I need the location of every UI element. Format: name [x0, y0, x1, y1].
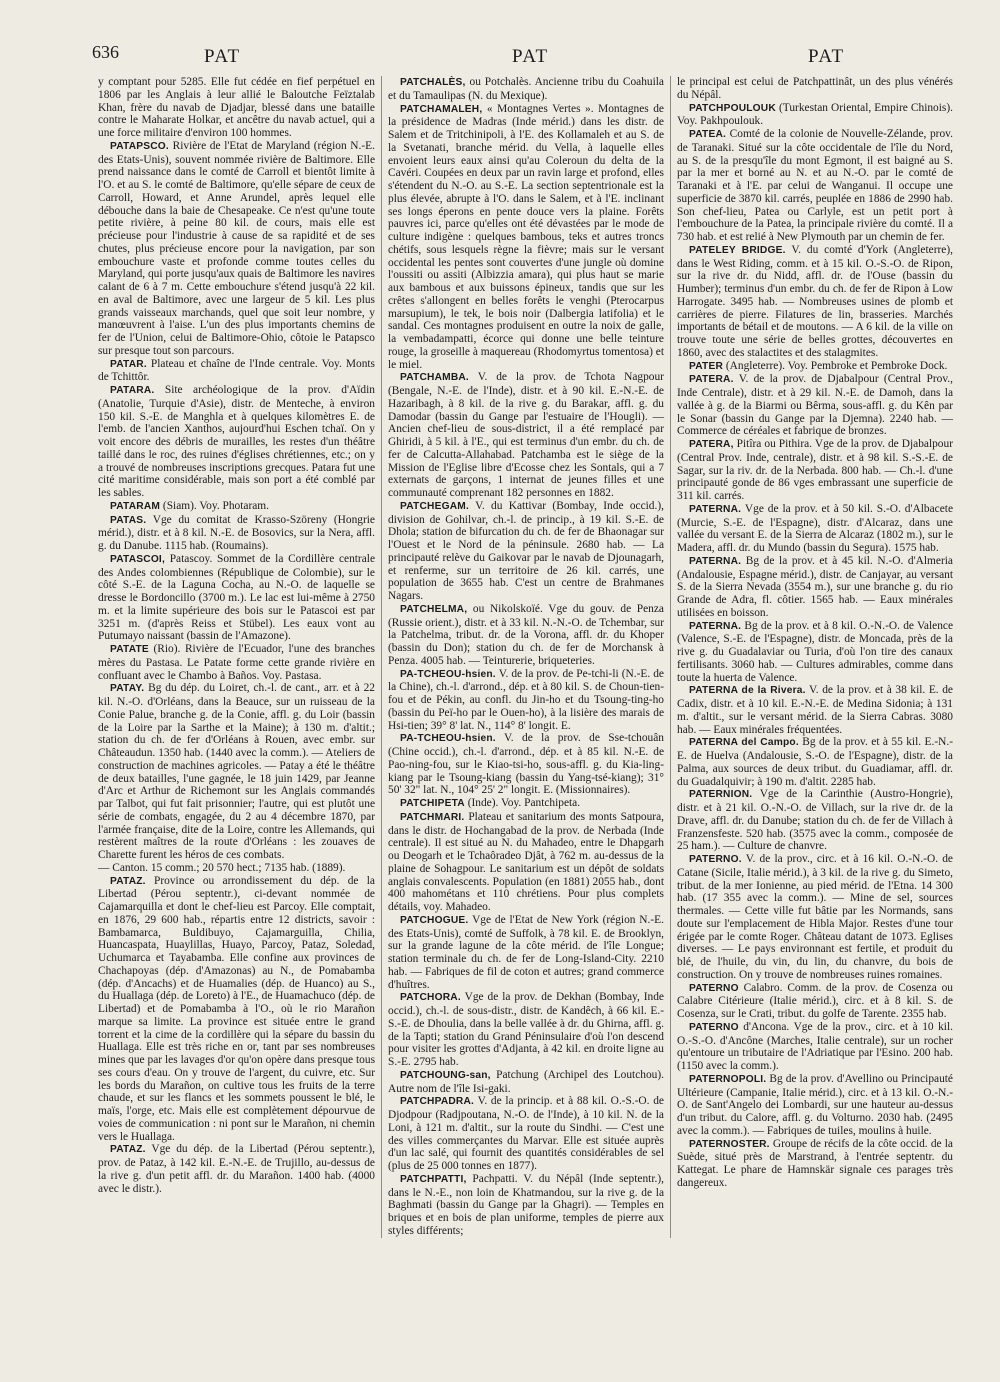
entry-headword: PATCHOUNG-san,: [400, 1069, 491, 1081]
entry-text: Pitîra ou Pithira. Vge de la prov. de Djabalpour (Central Prov. Inde, centrale), distr. et à 98 kil. S.-S.-E. de Sagar, sur la riv. dr. de la Nerbada. 800 hab. — Ch.-l. d'une principauté gonde de 86 vges embrassant une superficie de 311 kil. carrés.: [677, 438, 953, 502]
entry-headword: PATCHPADRA.: [400, 1096, 475, 1108]
entry-text: — Canton. 15 comm.; 20 570 hect.; 7135 hab. (1889).: [98, 861, 346, 874]
entry-text: Pachpatti. V. du Népâl (Inde septentr.), dans le N.-E., non loin de Khatmandou, sur la rive g. de la Baghmati (bassin du Gange par la Ghagri). — Temples en briques et en bois de plan uniforme, temples de pierre aux styles différents;: [388, 1172, 664, 1237]
dictionary-entry: [388, 500, 664, 603]
dictionary-entry: [677, 1021, 953, 1073]
page-header: [92, 42, 960, 76]
entry-text: Bg du dép. du Loiret, ch.-l. de cant., arr. et à 22 kil. N.-O. d'Orléans, dans la Beauce, sur un ruisseau de la Conie Palue, branche g. de la Conie, affl. g. du Loir (bassin de la Loire par la Sarthe et la Maine); à 130 m. d'altit.; station du ch. de fer d'Orléans à Rouen, avec embr. sur Châteaudun. 1350 hab. (1440 avec la comm.). — Ateliers de construction de machines agricoles. — Patay a été le théâtre de deux batailles, l'une gagnée, le 18 juin 1429, par Jeanne d'Arc et Arthur de Richemont sur les Anglais commandés par Talbot, qui fut fait prisonnier; l'autre, qui est plutôt une série de combats, engagée, du 2 au 4 décembre 1870, par l'armée française, dite de la Loire, contre les Allemands, qui restèrent maîtres de la route d'Orléans : les zouaves de Charette furent les héros de ces combats.: [98, 682, 375, 861]
dictionary-entry: [677, 982, 953, 1021]
dictionary-entry: [98, 384, 375, 500]
entry-text: V. de la prov. et à 38 kil. E. de Cadix, distr. et à 10 kil. E.-N.-E. de Medina Sidonia; à 131 m. d'altit., sur le versant mérid. de la Sierra Cabras. 3080 hab. — Eaux minérales fréquentées.: [677, 684, 953, 736]
dictionary-entry: [677, 76, 953, 102]
entry-text: Vge de la prov. de Dekhan (Bombay, Inde occid.), ch.-l. de sous-distr., distr. de Kandêch, à 66 kil. E.-S.-E. de Dhoulia, dans la belle vallée à dr. du Ghirna, affl. g. de la Tapti; station du Grand Péninsulaire d'où l'on descend pour visiter les grottes d'Adjanta, à 42 kil. en droite ligne au S.-E. 2795 hab.: [388, 991, 664, 1068]
entry-headword: PA-TCHEOU-hsien.: [400, 668, 496, 680]
dictionary-entry: [677, 1138, 953, 1190]
entry-text: Comté de la colonie de Nouvelle-Zélande, prov. de Taranaki. Situé sur la côte occidentale de l'île du Nord, au S. de la presqu'île du mont Egmont, il est baigné au S. par la mer et borné au N. et au N.-O. par le comté de Taranaki et à l'E. par celui de Wanganui. Il occupe une superficie de 3870 kil. carrés, peuplée en 1886 de 2990 hab. Son chef-lieu, Patea ou Carlyle, est un petit port à l'embouchure de la Patea, la principale rivière du comté. Il a 730 hab. et est relié à New Plymouth par un chemin de fer.: [677, 128, 953, 243]
running-head-right: PAT: [808, 46, 845, 67]
entry-text: Patascoy. Sommet de la Cordillère centrale des Andes colombiennes (République de Colombie), sur le côté S.-E. de la Laguna Cocha, au N.-O. de laquelle se dresse le Bordoncillo (3700 m.). Le lac est lui-même à 2750 m. et la limite supérieure des bois sur le Patascoi est par 3251 m. (d'après Reiss et Stübel). Les eaux vont au Putumayo naissant (bassin de l'Amazone).: [98, 552, 376, 643]
dictionary-entry: [677, 128, 953, 244]
entry-headword: PATCHALÈS,: [400, 77, 466, 88]
dictionary-entry: [388, 76, 664, 103]
entry-headword: PATCHAMALEH,: [400, 103, 483, 115]
entry-text: (Inde). Voy. Pantchipeta.: [467, 797, 581, 809]
entry-text: Province ou arrondissement du dép. de la Libertad (Pérou septentr.), ci-devant nommée de Cajamarquilla et dont le chef-lieu est Parcoy. Elle comptait, en 1876, 29 600 hab., répartis entre 12 districts, savoir : Bambamarca, Buldibuyo, Cajamarguilla, Chilia, Huancaspata, Huaylillas, Huayo, Parcoy, Pataz, Soledad, Uchumarca et Tayabamba. Elle confine aux provinces de Chachapoyas (dép. d'Amazonas) au N., de Pomabamba (dép. d'Ancachs) et de Huamalies (dép. de Huanco) au S., du Huallaga (dép. de Loreto) à l'E., de Huamachuco (dép. de Libertad) et de Pomabamba à l'O., où le rio Marañon marque sa limite. La province est située entre le grand torrent et la cime de la cordillère qui la sépare du bassin du Huallaga. Elle est très riche en or, tant par ses nombreuses mines que par les lavages d'or qu'on opère dans presque tous ses cours d'eau. On y trouve de l'argent, du cuivre, etc. Sur les bords du Marañon, on cultive tous les fruits de la terre chaude, et sur les flancs et les sommets poussent le blé, le maïs, l'orge, etc. Mais elle est complètement dépourvue de voies de communication : ni pont sur le Marañon, ni chemin vers le Huallaga.: [98, 874, 375, 1143]
entry-headword: PATAZ.: [110, 1144, 146, 1156]
entry-headword: PATCHEGAM.: [400, 500, 469, 512]
entry-headword: PATERNA del Campo.: [689, 737, 799, 749]
entry-text: ou Potchalès. Ancienne tribu du Coahuila et du Tamaulipas (N. du Mexique).: [388, 76, 664, 102]
entry-text: ou Nikolskoïé. Vge du gouv. de Penza (Russie orient.), distr. et à 33 kil. N.-N.-O. de Tchembar, sur la Patchelma, tribut. dr. de la Vorona, affl. dr. du Khoper (bassin du Don); station du ch. de fer de Morchansk à Penza. 4005 hab. — Teinturerie, briqueteries.: [388, 602, 664, 667]
entry-headword: PATELEY BRIDGE.: [689, 244, 786, 256]
running-head-center: PAT: [512, 46, 549, 67]
entry-text: Vge de l'Etat de New York (région N.-E. des Etats-Unis), comté de Suffolk, à 78 kil. E. de Brooklyn, sur la grande lagune de la côte mérid. de l'île Longue; station terminale du ch. de fer de Long-Island-City. 2210 hab. — Fabriques de fil de coton et autres; grand commerce d'huîtres.: [388, 913, 664, 991]
dictionary-entry: [677, 853, 953, 982]
dictionary-entry: [98, 500, 375, 514]
dictionary-entry: [388, 1173, 664, 1238]
dictionary-entry: [98, 643, 375, 682]
entry-headword: PATERNOSTER.: [689, 1138, 770, 1150]
dictionary-entry: [677, 503, 953, 555]
dictionary-entry: [677, 555, 953, 620]
dictionary-entry: [98, 682, 375, 862]
entry-text: (Siam). Voy. Photaram.: [162, 499, 270, 512]
entry-headword: PATERNOPOLI.: [689, 1073, 767, 1085]
entry-text: (Turkestan Oriental, Empire Chinois). Voy. Pakhpoulouk.: [677, 101, 953, 128]
dictionary-entry: [98, 140, 375, 358]
dictionary-entry: [677, 360, 953, 374]
dictionary-entry: [388, 603, 664, 668]
entry-headword: PATERNA.: [689, 620, 742, 632]
entry-headword: PATCHIPETA: [400, 798, 465, 809]
dictionary-entry: [98, 553, 375, 643]
entry-text: V. de la prov., circ. et à 16 kil. O.-N.-O. de Catane (Sicile, Italie mérid.), à 3 kil. de la rive g. du Simeto, tribut. de la mer Ionienne, au pied mérid. de l'Etna. 14 300 hab. (17 355 avec la comm.). — Mine de sel, sources thermales. — Cette ville fut bâtie par les Normands, sans doute sur l'emplacement de Hibla Major. Restes d'une tour érigée par le comte Roger. Château datant de 1073. Eglises diverses. — Le pays environnant est fertile, et produit du blé, de l'huile, du vin, du lin, du chanvre, du bois de construction. On y trouve de nombreuses ruines romaines.: [677, 853, 953, 981]
entry-text: le principal est celui de Patchpattinât, un des plus vénérés du Népâl.: [677, 76, 953, 101]
entry-text: Vge de la prov. et à 50 kil. S.-O. d'Albacete (Murcie, S.-E. de l'Espagne), distr. d'Alcaraz, dans une vallée du versant E. de la Sierra de Alcaraz (1802 m.), sur le Madera, affl. dr. du Mundo (bassin du Segura). 1575 hab.: [677, 502, 953, 554]
entry-headword: PATCHMARI.: [400, 811, 465, 823]
dictionary-entry: [388, 991, 664, 1069]
entry-headword: PATCHELMA,: [400, 603, 468, 615]
dictionary-entry: [98, 76, 375, 140]
entry-text: V. de la prov. de Sse-tchouân (Chine occid.), ch.-l. d'arrond., dép. et à 85 kil. N.-E. de Pao-ning-fou, sur le Kiao-tsi-ho, sous-affl. g. du Kia-ling-kiang par le Tsoung-kiang (bassin du Yang-tsé-kiang); 31° 50' 32" lat. N., 104° 25' 2" longit. E. (Missionnaires).: [388, 732, 664, 797]
column-1: [92, 76, 381, 1238]
entry-headword: PATERNION.: [689, 789, 753, 801]
dictionary-entry: [677, 620, 953, 685]
entry-headword: PATERNO.: [689, 854, 742, 865]
entry-text: (Angleterre). Voy. Pembroke et Pembroke Dock.: [725, 359, 948, 372]
dictionary-entry: [677, 438, 953, 503]
entry-headword: PATEA.: [689, 129, 727, 140]
entry-text: y comptant pour 5285. Elle fut cédée en fief perpétuel en 1806 par les Anglais à leur allié le Baloutche Feïztalab Khan, frère du navab de Djadjar, blessé dans une bataille contre le Maharate Holkar, et ancêtre du navab actuel, qui a une force militaire d'environ 100 hommes.: [98, 76, 375, 139]
entry-text: Site archéologique de la prov. d'Aïdin (Anatolie, Turquie d'Asie), distr. de Menteche, à environ 150 kil. S.-E. de Manghla et à quelques kilomètres E. de l'emb. de l'ancien Xanthos, aujourd'hui Eschen tchaï. On y voit encore des débris de murailles, les restes d'un théâtre taillé dans le roc, des ruines d'églises chrétiennes, etc.; on y a trouvé de nombreuses inscriptions grecques. Patara fut une cité maritime considérable, mais son port a été comblé par les sables.: [98, 384, 375, 499]
entry-headword: PATERNO: [689, 1021, 739, 1033]
entry-headword: PATCHAMBA.: [400, 372, 469, 384]
entry-text: d'Ancona. Vge de la prov., circ. et à 10 kil. O.-S.-O. d'Ancône (Marches, Italie centrale), sur un rocher qu'entoure un tributaire de l'Adriatique par l'Esino. 200 hab. (1150 avec la comm.).: [677, 1020, 953, 1072]
dictionary-entry: [388, 668, 664, 733]
entry-headword: PATAR.: [110, 358, 147, 370]
dictionary-entry: [388, 1095, 664, 1173]
entry-headword: PATERNA.: [689, 555, 742, 567]
dictionary-entry: [677, 788, 953, 853]
entry-headword: PATARAM: [110, 500, 161, 512]
dictionary-entry: [677, 373, 953, 438]
dictionary-entry: [388, 371, 664, 500]
dictionary-entry: [677, 102, 953, 129]
dictionary-entry: [388, 797, 664, 811]
entry-text: V. de la princip. et à 88 kil. O.-S.-O. de Djodpour (Radjpoutana, N.-O. de l'Inde), à 10 kil. N. de la Loni, à 121 m. d'altit., sur la route du Sindhi. — C'est une des villes commerçantes du Marvar. Elle est située auprès d'un lac salé, qui fournit des quantités considérables de sel (plus de 25 000 tonnes en 1877).: [388, 1095, 664, 1172]
dictionary-entry: [388, 914, 664, 992]
entry-headword: PATERA,: [689, 439, 734, 450]
entry-text: Groupe de récifs de la côte occid. de la Suède, situé près de Marstrand, à l'entrée septentr. du Kattegat. Le phare de Hamnskär signale ces parages très dangereux.: [677, 1137, 953, 1189]
dictionary-entry: [677, 244, 953, 360]
entry-headword: PATERA.: [689, 374, 734, 386]
entry-headword: PA-TCHEOU-hsien.: [400, 733, 496, 745]
entry-text: Plateau et sanitarium des monts Satpoura, dans le distr. de Hochangabad de la prov. de Nerbada (Inde centrale). Il est situé au N. du Mahadeo, entre le Dhapgarh ou Deogarh et le Tchaôradeo Djât, à 762 m. au-dessus de la plaine de Sohagpour. Le sanitarium est un dépôt de soldats anglais convalescents. Population (en 1881) 2055 hab., dont 400 mahométans et 110 chrétiens. Pour plus complets détails, voy. Mahadeo.: [388, 810, 665, 913]
entry-text: Vge du dép. de la Libertad (Pérou septentr.), prov. de Pataz, à 142 kil. E.-N.-E. de Trujillo, au-dessus de la rive g. d'un petit affl. dr. du Marañon. 1400 hab. (4000 avec le distr.).: [98, 1143, 375, 1195]
dictionary-entry: [388, 811, 664, 914]
dictionary-entry: [677, 1073, 953, 1138]
entry-text: Bg de la prov. d'Avellino ou Principauté Ultérieure (Campanie, Italie mérid.), circ. et à 13 kil. O.-N.-O. de Sant'Angelo dei Lombardi, sur une hauteur au-dessus d'un tribut. du Calore, affl. g. du Volturno. 2030 hab. (2495 avec la comm.). — Fabriques de tuiles, moulins à huile.: [677, 1072, 953, 1137]
entry-headword: PATERNA de la Rivera.: [689, 685, 806, 697]
entry-text: V. de la prov. de Djabalpour (Central Prov., Inde Centrale), distr. et à 29 kil. N.-E. de Damoh, dans la vallée à g. de la Biarmi ou Bêrma, sous-affl. g. du Kên par le Sonar (bassin du Gange par la Djemna). 2240 hab. — Commerce de céréales et fabrique de bronzes.: [677, 373, 953, 438]
dictionary-entry: [98, 862, 375, 875]
text-columns: [92, 76, 960, 1238]
column-2: [381, 76, 670, 1238]
dictionary-entry: [388, 1069, 664, 1096]
dictionary-entry: [98, 358, 375, 385]
entry-headword: PATERNA.: [689, 503, 742, 515]
dictionary-entry: [677, 684, 953, 736]
entry-headword: PATCHOGUE.: [400, 914, 469, 926]
entry-headword: PATAPSCO.: [110, 140, 169, 152]
entry-text: Patchung (Archipel des Loutchou). Autre nom de l'île Isi-gaki.: [388, 1068, 664, 1095]
entry-headword: PATASCOI,: [110, 553, 165, 565]
entry-text: Bg de la prov. et à 8 kil. O.-N.-O. de Valence (Valence, S.-E. de l'Espagne), distr. de Moncada, près de la rive g. du Guadalaviar ou Turia, d'où l'on tire des canaux fertilisants. 3060 hab. — Cultures admirables, comme dans toute la huerta de Valence.: [677, 619, 953, 684]
entry-text: V. de la prov. de Pe-tchi-li (N.-E. de la Chine), ch.-l. d'arrond., dép. et à 80 kil. S. de Choun-tien-fou et de Pékin, au confl. du Jin-ho et du Tsoung-ting-ho (bassin du Peï-ho par le Ouen-ho), à la lisière des marais de Hsi-tien; 39° 8' lat. N., 114° 8' longit. E.: [388, 667, 664, 732]
entry-headword: PATCHPOULOUK: [689, 102, 776, 114]
entry-headword: PATARA.: [110, 385, 155, 396]
entry-text: V. de la prov. de Tchota Nagpour (Bengale, N.-E. de l'Inde), distr. et à 90 kil. E.-N.-E. de Hazaribagh, à 8 kil. de la rive g. du Barakar, affl. g. du Damodar (bassin du Gange par l'estuaire de l'Hougli). — Ancien chef-lieu de sous-district, il a été remplacé par Ghiridi, à 5 kil. à l'E., qui est terminus d'un embr. du ch. de fer de Calcutta-Allahabad. Patchamba est le siège de la Mission de l'Eglise libre d'Ecosse chez les Sontals, qui a 7 externats de garçons, 1 internat de jeunes filles et une communauté comprenant 182 personnes en 1882.: [388, 371, 664, 499]
entry-text: Bg de la prov. et à 45 kil. N.-O. d'Almeria (Andalousie, Espagne mérid.), distr. de Canjayar, au versant S. de la Sierra Nevada (3554 m.), sur une branche g. du rio Grande de Adra, fl. côtier. 1565 hab. — Eaux minérales utilisées en boisson.: [677, 554, 953, 619]
column-3: [670, 76, 959, 1238]
running-head-left: PAT: [204, 46, 241, 67]
entry-text: V. du Kattivar (Bombay, Inde occid.), division de Gohilvar, ch.-l. de princip., à 19 kil. S.-E. de Dhola; station de bifurcation du ch. de fer de Bhaonagar sur l'Ouest et le Nord de la péninsule. 2680 hab. — La principauté relève du Gaikovar par le navab de Djounagarh, et renferme, sur un territoire de 26 kil. carrés, une population de 3655 hab. C'est un centre de Brahmanes Nagars.: [388, 499, 664, 602]
dictionary-entry: [98, 875, 375, 1144]
dictionary-entry: [388, 103, 664, 372]
entry-text: Bg de la prov. et à 55 kil. E.-N.-E. de Huelva (Andalousie, S.-O. de l'Espagne), distr. de la Palma, aux sources de deux tribut. du Guadiamar, affl. dr. du Guadalquivir; à 190 m. d'altit. 2285 hab.: [677, 736, 953, 788]
entry-text: « Montagnes Vertes ». Montagnes de la présidence de Madras (Inde mérid.) dans les distr. de Salem et de Tritchinipoli, à l'E. des Kollamaleh et au S. de la Svetanati, branche mérid. du Vella, à laquelle elles envoient leurs eaux ainsi qu'au Coleroun du delta de la Cavéri. Coupées en deux par un ravin large et profond, elles s'étendent du N.-O. au S.-E. La section septentrionale est la plus élevée, abrupte à l'O. dans le Salem, et à l'E. inclinant ses longs éperons en pente douce vers la plaine. Forêts pauvres ici, parce qu'elles ont été dévastées par le mode de culture indigène : quelques bambous, teks et autres troncs chétifs, sous lesquels règne la fièvre; mais sur le versant occidental les pentes sont couvertes d'une jungle où domine l'oussiti ou assiti (Albizzia amara), qui plus haut se marie aux bambous et aux buissons épineux, tandis que sur les crêtes s'allongent en belles forêts le venghi (Pterocarpus marsupium), le tek, le bois noir (Dalbergia latifolia) et le sandal. Ces montagnes produisent en outre la noix de galle, la vembadampatti, écorce qui donne une belle teinture rouge, la groseille à maquereau (Rhodomyrtus tomentosa) et le miel.: [388, 102, 664, 371]
entry-headword: PATCHORA.: [400, 992, 461, 1004]
entry-text: Rivière de l'Etat de Maryland (région N.-E. des Etats-Unis), souvent nommée rivière de Baltimore. Elle prend naissance dans le comté de Carroll et bientôt limite à l'O. et au S. le comté de Baltimore, qu'elle sépare de ceux de Carroll, Howard, et Anne Arundel, après lequel elle débouche dans la baie de Chesapeake. Ce n'est qu'une toute petite rivière, à peine 80 kil. de cours, mais elle est précieuse pour l'industrie à cause de sa rapidité et de ses chutes, plus précieuse encore pour la navigation, par son embouchure vaste et profonde comme toutes celles du Maryland, qui porte jusqu'aux quais de Baltimore les navires calant de 6 à 7 m. Cette embouchure s'étend jusqu'à 22 kil. en aval de Baltimore, avec une largeur de 5 kil. Les plus grands vaisseaux marchands, quel que soit leur nombre, y manœuvrent à l'aise. L'un des plus importants chemins de fer de l'Union, celui de Baltimore-Ohio, côtoie le Patapsco sur presque tout son parcours.: [98, 139, 375, 357]
dictionary-entry: [677, 736, 953, 788]
entry-text: Plateau et chaîne de l'Inde centrale. Voy. Monts de Tchittôr.: [98, 357, 375, 384]
entry-text: V. du comté d'York (Angleterre), dans le West Riding, comm. et à 15 kil. O.-S.-O. de Ripon, sur la rive dr. du Nidd, affl. dr. de l'Ouse (bassin du Humber); terminus d'un embr. du ch. de fer de Ripon à Low Harrogate. 3495 hab. — Nombreuses usines de plomb et carrières de pierre. Filatures de lin, brasseries. Marchés importants de bétail et de moutons. — A 6 kil. de la ville on trouve toute une série de belles grottes, découvertes en 1860, avec des stalactites et des stalagmites.: [677, 243, 953, 359]
entry-headword: PATER: [689, 360, 724, 372]
entry-headword: PATCHPATTI,: [400, 1173, 467, 1185]
entry-text: Vge de la Carinthie (Austro-Hongrie), distr. et à 21 kil. O.-N.-O. de Villach, sur la rive dr. de la Drave, affl. dr. du Danube; station du ch. de fer de Villach à Franzensfeste. 520 hab. (3575 avec la comm., composée de 25 ham.). — Culture de chanvre.: [677, 788, 953, 853]
entry-text: Calabro. Comm. de la prov. de Cosenza ou Calabre Citérieure (Italie mérid.), circ. et à 8 kil. S. de Cosenza, sur le Crati, tribut. du golfe de Tarente. 2355 hab.: [677, 981, 953, 1020]
dictionary-entry: [388, 732, 664, 797]
entry-headword: PATATE: [110, 644, 149, 655]
dictionary-entry: [98, 514, 375, 553]
dictionary-entry: [98, 1143, 375, 1195]
entry-headword: PATERNO: [689, 982, 739, 994]
entry-headword: PATAS.: [110, 514, 147, 526]
entry-text: Vge du comitat de Krasso-Szöreny (Hongrie mérid.), distr. et à 8 kil. N.-E. de Bosovics, sur la Nera, affl. g. du Danube. 1115 hab. (Roumains).: [98, 513, 375, 552]
entry-headword: PATAY.: [110, 683, 145, 695]
entry-headword: PATAZ.: [110, 875, 146, 887]
entry-text: (Rio). Rivière de l'Ecuador, l'une des branches mères du Pastasa. Le Patate forme cette grande rivière en confluant avec le Chambo à Baños. Voy. Pastasa.: [98, 643, 375, 682]
page-number: 636: [92, 42, 119, 62]
